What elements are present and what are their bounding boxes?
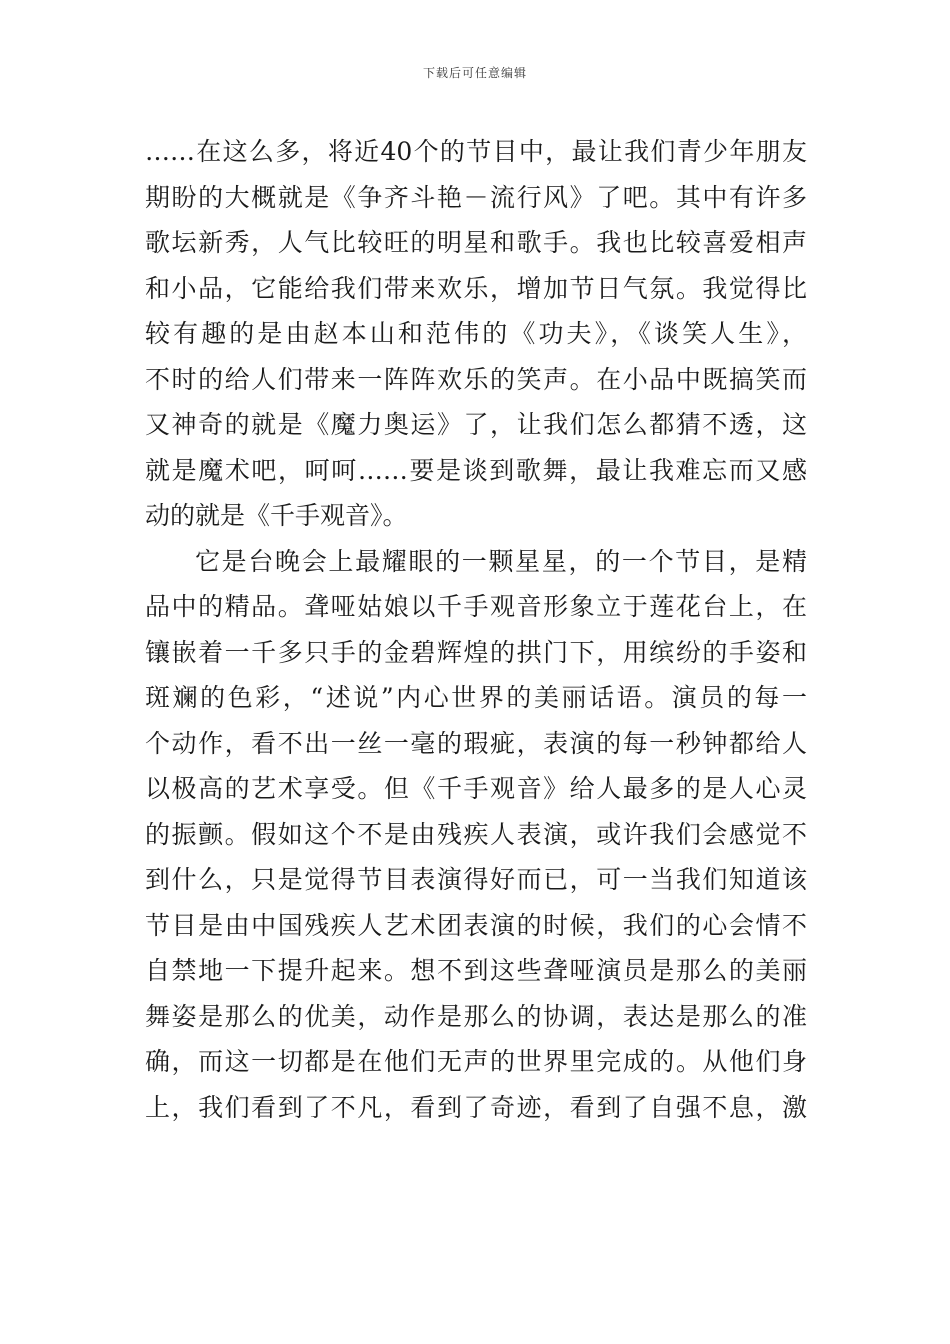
text-line: 的振颤。假如这个不是由残疾人表演，或许我们会感觉不	[145, 819, 807, 849]
text-line: 品中的精品。聋哑姑娘以千手观音形象立于莲花台上，在	[145, 592, 807, 621]
text-line: 确，而这一切都是在他们无声的世界里完成的。从他们身	[145, 1047, 807, 1076]
text-line: 不时的给人们带来一阵阵欢乐的笑声。在小品中既搞笑而	[145, 364, 807, 394]
text-line: 个动作，看不出一丝一毫的瑕疵，表演的每一秒钟都给人	[145, 728, 807, 758]
text-line: 自禁地一下提升起来。想不到这些聋哑演员是那么的美丽	[145, 956, 807, 985]
text-line: 节目是由中国残疾人艺术团表演的时候，我们的心会情不	[145, 910, 807, 940]
text-line: 以极高的艺术享受。但《千手观音》给人最多的是人心灵	[145, 774, 807, 803]
text-line: 上，我们看到了不凡，看到了奇迹，看到了自强不息，激	[145, 1092, 807, 1122]
paragraph-2	[145, 539, 807, 1131]
text-line: 又神奇的就是《魔力奥运》了，让我们怎么都猜不透，这	[145, 410, 807, 439]
text-line: 斑斓的色彩，“述说”内心世界的美丽话语。演员的每一	[145, 683, 807, 712]
paragraph-1	[145, 129, 807, 539]
text-line: 镶嵌着一千多只手的金碧辉煌的拱门下，用缤纷的手姿和	[145, 637, 807, 667]
text-line: 动的就是《千手观音》。	[145, 501, 408, 530]
text-line: 舞姿是那么的优美，动作是那么的协调，表达是那么的准	[145, 1001, 807, 1031]
text-line: ……在这么多，将近40个的节目中，最让我们青少年朋友	[145, 137, 807, 166]
text-line: 歌坛新秀，人气比较旺的明星和歌手。我也比较喜爱相声	[145, 228, 807, 257]
text-line: 期盼的大概就是《争齐斗艳－流行风》了吧。其中有许多	[145, 182, 807, 212]
page-header: 下载后可任意编辑	[422, 66, 527, 80]
text-line: 它是台晚会上最耀眼的一颗星星，的一个节目，是精	[195, 546, 807, 576]
text-line: 较有趣的是由赵本山和范伟的《功夫》，《谈笑人生》，	[145, 319, 807, 348]
document-body	[145, 129, 807, 1130]
text-line: 和小品，它能给我们带来欢乐，增加节日气氛。我觉得比	[145, 273, 807, 303]
text-line: 到什么，只是觉得节目表演得好而已，可一当我们知道该	[145, 865, 807, 894]
text-line: 就是魔术吧，呵呵……要是谈到歌舞，最让我难忘而又感	[145, 455, 807, 485]
